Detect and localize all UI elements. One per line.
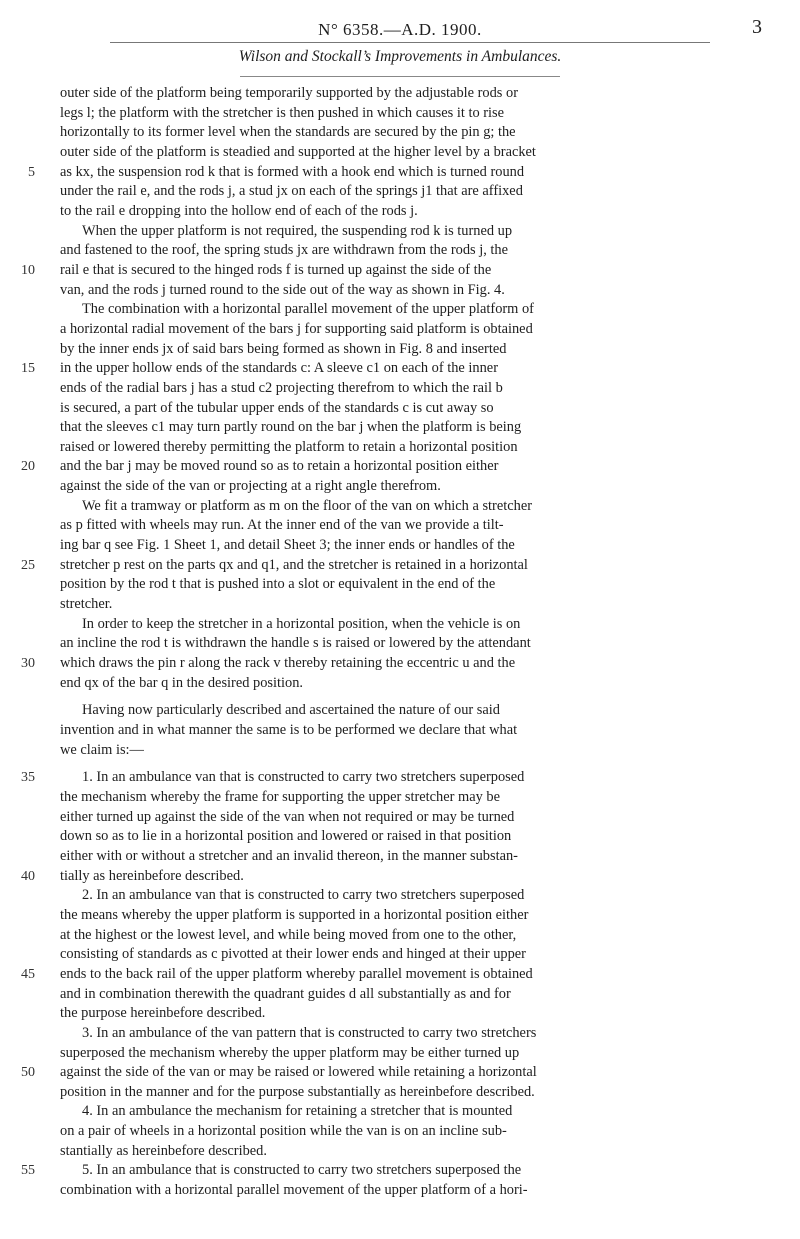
text-line xyxy=(21,359,750,379)
line-text: raised or lowered thereby permitting the platform to retain a horizontal position xyxy=(60,438,518,455)
text-line xyxy=(60,575,750,595)
text-line xyxy=(60,379,750,399)
line-text: position by the rod t that is pushed into a slot or equivalent in the end of the xyxy=(60,576,496,593)
text-line xyxy=(21,867,750,887)
text-line xyxy=(60,1102,750,1122)
line-number: 50 xyxy=(21,1065,35,1081)
line-text: and in combination therewith the quadrant guides d all substantially as and for xyxy=(60,985,511,1002)
text-line xyxy=(60,516,750,536)
line-text: and fastened to the roof, the spring studs jx are withdrawn from the rods j, the xyxy=(60,242,508,259)
line-text: rail e that is secured to the hinged rods f is turned up against the side of the xyxy=(60,261,492,278)
line-text: ing bar q see Fig. 1 Sheet 1, and detail Sheet 3; the inner ends or handles of the xyxy=(60,537,515,554)
line-text: against the side of the van or projecting at a right angle therefrom. xyxy=(60,478,441,495)
text-line xyxy=(60,123,750,143)
line-text: 2. In an ambulance van that is constructed to carry two stretchers superposed xyxy=(82,887,525,904)
text-line xyxy=(60,906,750,926)
line-text: ends to the back rail of the upper platform whereby parallel movement is obtained xyxy=(60,965,533,982)
line-text: stantially as hereinbefore described. xyxy=(60,1142,267,1159)
line-text: stretcher p rest on the parts qx and q1, and the stretcher is retained in a horizontal xyxy=(60,556,528,573)
text-line xyxy=(60,721,750,741)
line-text: outer side of the platform is steadied and supported at the higher level by a bracket xyxy=(60,143,536,160)
line-text: down so as to lie in a horizontal position and lowered or raised in that position xyxy=(60,828,512,845)
text-line xyxy=(60,674,750,694)
specification-text xyxy=(21,84,750,1201)
text-line xyxy=(60,418,750,438)
text-line xyxy=(60,788,750,808)
text-line xyxy=(60,595,750,615)
title-rule xyxy=(240,76,560,77)
text-line xyxy=(60,634,750,654)
text-line xyxy=(60,741,750,761)
line-text: the mechanism whereby the frame for supporting the upper stretcher may be xyxy=(60,788,500,805)
text-line xyxy=(60,1083,750,1103)
running-title: Wilson and Stockall’s Improvements in Ambulances. xyxy=(238,48,562,65)
line-text: When the upper platform is not required, the suspending rod k is turned up xyxy=(82,222,513,239)
text-line xyxy=(21,768,750,788)
line-text: we claim is:— xyxy=(60,741,144,758)
text-line xyxy=(21,1063,750,1083)
page-number: 3 xyxy=(752,16,762,38)
line-text: tially as hereinbefore described. xyxy=(60,867,244,884)
line-text: The combination with a horizontal parallel movement of the upper platform of xyxy=(82,301,534,318)
text-line xyxy=(60,945,750,965)
text-line xyxy=(60,1004,750,1024)
text-line xyxy=(60,827,750,847)
line-number: 55 xyxy=(21,1163,35,1179)
patent-number: N° 6358.—A.D. 1900. xyxy=(318,20,482,39)
line-text: van, and the rods j turned round to the side out of the way as shown in Fig. 4. xyxy=(60,281,505,298)
text-line xyxy=(60,1122,750,1142)
text-line xyxy=(60,320,750,340)
text-line xyxy=(60,536,750,556)
line-text: ends of the radial bars j has a stud c2 projecting therefrom to which the rail b xyxy=(60,379,503,396)
text-line xyxy=(60,477,750,497)
line-text: consisting of standards as c pivotted at their lower ends and hinged at their upper xyxy=(60,946,526,963)
text-line xyxy=(60,926,750,946)
text-line xyxy=(60,886,750,906)
line-text: superposed the mechanism whereby the upper platform may be either turned up xyxy=(60,1044,520,1061)
text-line xyxy=(21,556,750,576)
line-text: the purpose hereinbefore described. xyxy=(60,1005,266,1022)
text-line xyxy=(60,222,750,242)
line-number: 45 xyxy=(21,966,35,982)
line-text: 4. In an ambulance the mechanism for retaining a stretcher that is mounted xyxy=(82,1103,513,1120)
line-text: horizontally to its former level when the standards are secured by the pin g; the xyxy=(60,124,516,141)
line-text: We fit a tramway or platform as m on the floor of the van on which a stretcher xyxy=(82,497,532,514)
text-line xyxy=(60,84,750,104)
line-text: on a pair of wheels in a horizontal position while the van is on an incline sub- xyxy=(60,1123,507,1140)
text-line xyxy=(21,457,750,477)
line-text: stretcher. xyxy=(60,596,113,613)
text-line xyxy=(28,163,750,183)
line-text: invention and in what manner the same is to be performed we declare that what xyxy=(60,722,518,738)
text-line xyxy=(60,399,750,419)
header-rule xyxy=(110,42,710,43)
text-line xyxy=(21,965,750,985)
line-number: 20 xyxy=(21,459,35,475)
line-number: 30 xyxy=(21,656,35,672)
line-text: position in the manner and for the purpose substantially as hereinbefore described. xyxy=(60,1083,535,1100)
line-number: 35 xyxy=(21,770,35,786)
line-text: 1. In an ambulance van that is constructed to carry two stretchers superposed xyxy=(82,769,525,786)
text-line xyxy=(21,261,750,281)
text-line xyxy=(60,241,750,261)
line-text: which draws the pin r along the rack v thereby retaining the eccentric u and the xyxy=(60,655,516,672)
text-line xyxy=(60,1024,750,1044)
text-line xyxy=(60,281,750,301)
text-line xyxy=(60,202,750,222)
text-line xyxy=(60,438,750,458)
line-text: is secured, a part of the tubular upper ends of the standards c is cut away so xyxy=(60,399,494,416)
line-text: against the side of the van or may be raised or lowered while retaining a horizontal xyxy=(60,1064,537,1081)
line-text: either turned up against the side of the van when not required or may be turned xyxy=(60,808,515,825)
text-line xyxy=(60,300,750,320)
line-text: in the upper hollow ends of the standards c: A sleeve c1 on each of the inner xyxy=(60,360,498,377)
line-text: to the rail e dropping into the hollow end of each of the rods j. xyxy=(60,202,418,219)
line-text: legs l; the platform with the stretcher is then pushed in which causes it to rise xyxy=(60,104,505,121)
text-line xyxy=(60,1044,750,1064)
line-text: under the rail e, and the rods j, a stud jx on each of the springs j1 that are affixed xyxy=(60,183,523,200)
line-number: 25 xyxy=(21,557,35,573)
line-text: either with or without a stretcher and an invalid thereon, in the manner substan- xyxy=(60,847,518,864)
text-line xyxy=(60,143,750,163)
line-text: an incline the rod t is withdrawn the handle s is raised or lowered by the attendant xyxy=(60,635,531,652)
line-number: 40 xyxy=(21,868,35,884)
line-number: 15 xyxy=(21,361,35,377)
text-line xyxy=(60,497,750,517)
line-text: 5. In an ambulance that is constructed to carry two stretchers superposed the xyxy=(82,1162,522,1179)
text-line xyxy=(60,104,750,124)
text-line xyxy=(60,340,750,360)
text-line xyxy=(60,1181,750,1201)
line-text: that the sleeves c1 may turn partly round on the bar j when the platform is being xyxy=(60,419,522,436)
text-line xyxy=(60,182,750,202)
text-line xyxy=(21,654,750,674)
line-text: outer side of the platform being temporarily supported by the adjustable rods or xyxy=(60,85,518,101)
text-line xyxy=(60,1142,750,1162)
text-line xyxy=(60,615,750,635)
line-text: Having now particularly described and ascertained the nature of our said xyxy=(82,702,500,719)
line-text: as kx, the suspension rod k that is formed with a hook end which is turned round xyxy=(60,163,525,180)
line-text: 3. In an ambulance of the van pattern that is constructed to carry two stretchers xyxy=(82,1024,537,1041)
line-text: at the highest or the lowest level, and while being moved from one to the other, xyxy=(60,926,517,943)
text-line xyxy=(60,808,750,828)
line-text: the means whereby the upper platform is supported in a horizontal position either xyxy=(60,906,529,923)
line-text: end qx of the bar q in the desired position. xyxy=(60,674,303,691)
text-line xyxy=(21,1161,750,1181)
text-line xyxy=(60,847,750,867)
line-text: a horizontal radial movement of the bars j for supporting said platform is obtained xyxy=(60,320,533,337)
line-number: 5 xyxy=(28,164,35,180)
text-line xyxy=(60,985,750,1005)
line-text: In order to keep the stretcher in a horizontal position, when the vehicle is on xyxy=(82,615,521,632)
line-text: combination with a horizontal parallel movement of the upper platform of a hori- xyxy=(60,1182,528,1199)
line-number: 10 xyxy=(21,262,35,278)
line-text: as p fitted with wheels may run. At the inner end of the van we provide a tilt- xyxy=(60,517,504,534)
text-line xyxy=(60,701,750,721)
line-text: by the inner ends jx of said bars being formed as shown in Fig. 8 and inserted xyxy=(60,340,507,357)
line-text: and the bar j may be moved round so as to retain a horizontal position either xyxy=(60,458,499,475)
